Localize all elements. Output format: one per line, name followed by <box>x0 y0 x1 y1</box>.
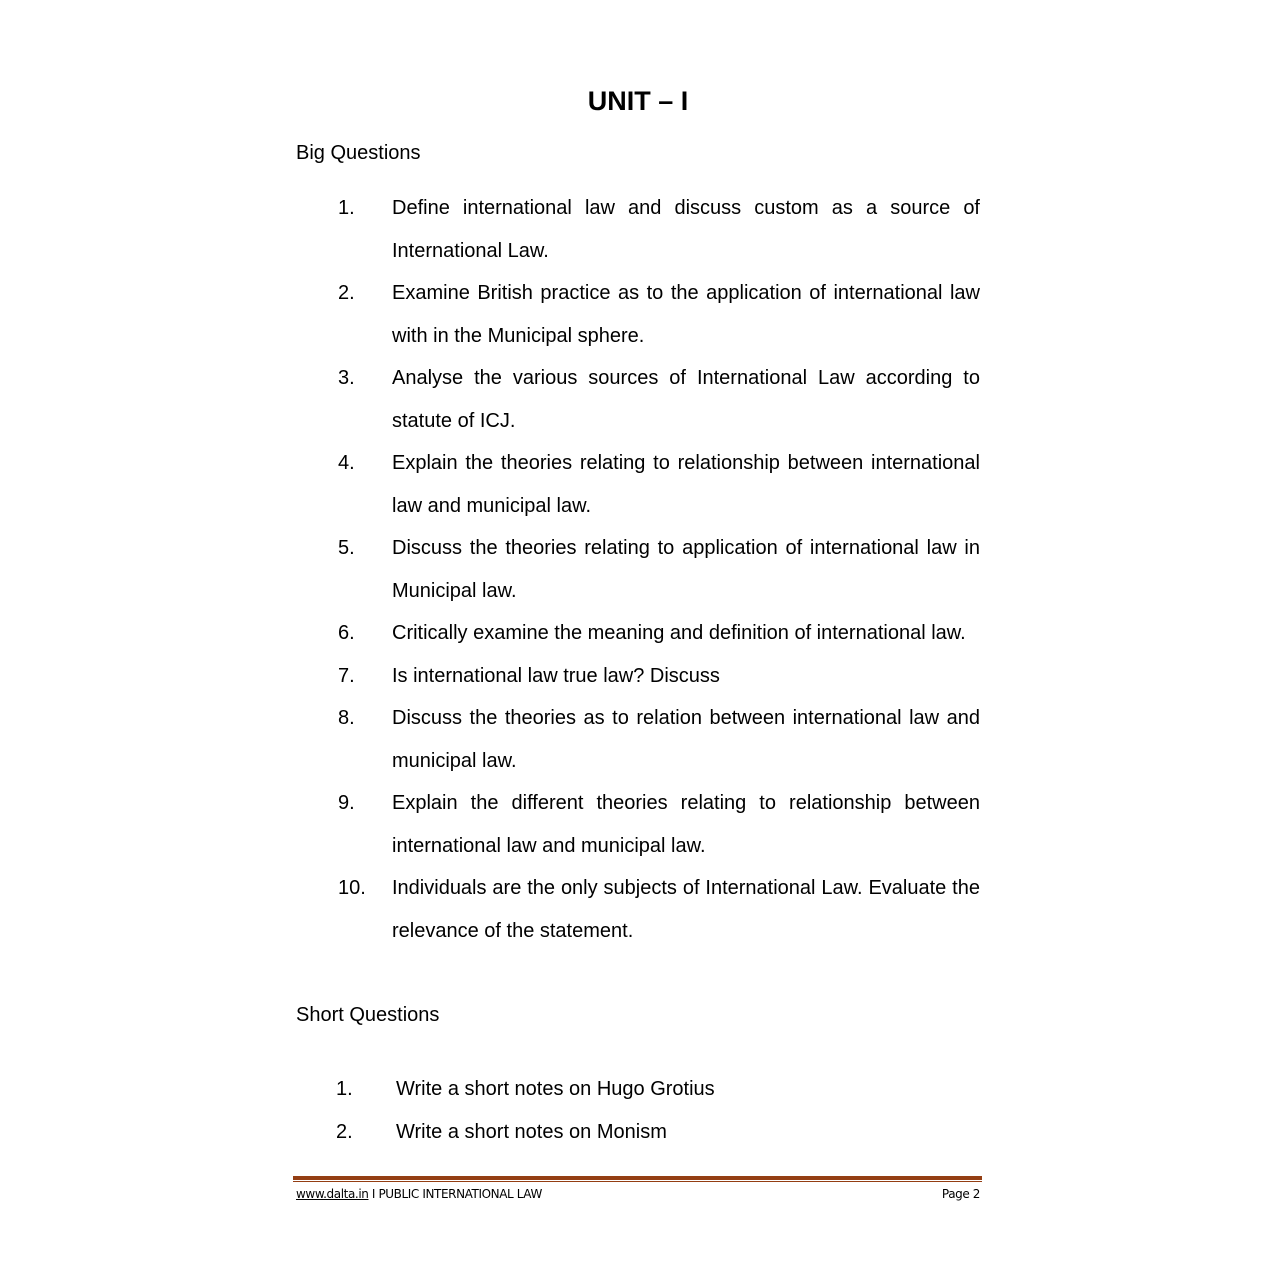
big-question-item <box>296 655 980 698</box>
question-number: 4. <box>338 452 355 474</box>
website-link[interactable]: www.dalta.in <box>296 1187 369 1201</box>
big-question-item <box>296 612 980 655</box>
question-text: Write a short notes on Monism <box>396 1121 667 1143</box>
question-text: Discuss the theories as to relation between international law and municipal law. <box>392 707 980 772</box>
big-questions-heading: Big Questions <box>296 142 421 164</box>
question-text: Discuss the theories relating to application of international law in Municipal law. <box>392 537 980 602</box>
question-text: Individuals are the only subjects of International Law. Evaluate the relevance of the statement. <box>392 877 980 942</box>
question-number: 1. <box>338 197 355 219</box>
question-text: Explain the different theories relating to relationship between international law and municipal law. <box>392 792 980 857</box>
big-question-item <box>296 272 980 357</box>
question-number: 8. <box>338 707 355 729</box>
question-number: 7. <box>338 664 355 687</box>
page-footer <box>296 1185 980 1203</box>
big-question-item <box>296 357 980 442</box>
short-questions-heading: Short Questions <box>296 1004 440 1026</box>
question-text: Critically examine the meaning and definition of international law. <box>392 622 966 644</box>
question-number: 1. <box>336 1078 353 1100</box>
footer-divider <box>293 1176 982 1182</box>
question-text: Analyse the various sources of International Law according to statute of ICJ. <box>392 367 980 432</box>
short-question-item <box>296 1111 980 1154</box>
unit-title: UNIT – I <box>587 86 689 116</box>
question-number: 5. <box>338 537 355 559</box>
question-text: Is international law true law? Discuss <box>392 664 720 687</box>
question-number: 10. <box>338 877 366 899</box>
big-question-item <box>296 442 980 527</box>
question-number: 9. <box>338 792 355 814</box>
question-text: Define international law and discuss custom as a source of International Law. <box>392 197 980 262</box>
question-number: 2. <box>338 282 355 304</box>
question-text: Write a short notes on Hugo Grotius <box>396 1078 715 1100</box>
question-text: Explain the theories relating to relationship between international law and municipal law. <box>392 452 980 517</box>
big-questions-list <box>296 187 980 952</box>
big-question-item <box>296 187 980 272</box>
big-question-item <box>296 867 980 952</box>
short-question-item <box>296 1068 980 1111</box>
question-number: 6. <box>338 622 355 644</box>
big-question-item <box>296 527 980 612</box>
footer-left <box>296 1185 542 1203</box>
question-number: 3. <box>338 367 355 389</box>
page-number: Page 2 <box>941 1187 980 1201</box>
big-question-item <box>296 782 980 867</box>
big-question-item <box>296 697 980 782</box>
footer-course-title: I PUBLIC INTERNATIONAL LAW <box>368 1187 542 1201</box>
question-text: Examine British practice as to the application of international law with in the Municipal sphere. <box>392 282 980 347</box>
question-number: 2. <box>336 1121 353 1143</box>
short-questions-list <box>296 1068 980 1154</box>
